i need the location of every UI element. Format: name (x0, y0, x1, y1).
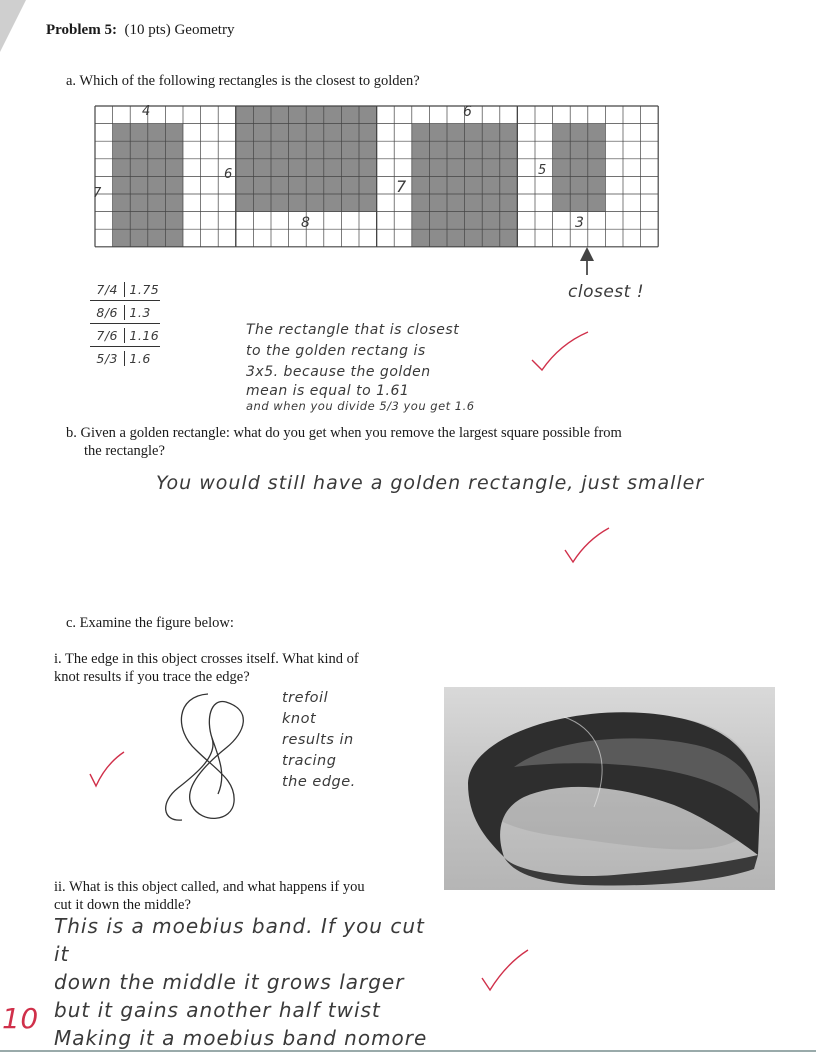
shaded-rectangle (553, 124, 606, 212)
explanation-small-line: and when you divide 5/3 you get 1.6 (246, 399, 475, 413)
explanation-line: mean is equal to 1.61 (246, 383, 410, 399)
label-r2-height: 6 (224, 167, 233, 182)
answer-line: down the middle it grows larger (54, 970, 405, 994)
closest-note: closest ! (568, 282, 645, 302)
checkmark-icon (88, 752, 128, 788)
answer-line: trefoil (282, 690, 329, 706)
answer-line: knot (282, 711, 317, 727)
checkmark-icon (530, 330, 590, 370)
label-r3-width: 6 (463, 104, 473, 120)
label-r1-width: 4 (142, 104, 151, 119)
answer-b: You would still have a golden rectangle, just smaller (156, 472, 705, 494)
trefoil-knot-sketch (156, 690, 266, 826)
ratio-table (90, 278, 160, 369)
question-c-ii-line1: ii. What is this object called, and what happens if you (54, 879, 365, 895)
answer-a-explanation (246, 320, 526, 413)
ratio-fraction: 7/4 (90, 282, 125, 297)
checkmark-icon (480, 950, 530, 990)
scan-edge (0, 1050, 816, 1052)
answer-line: results in (282, 732, 354, 748)
ratio-value: 1.3 (129, 304, 151, 320)
score-mark: 10 (2, 1002, 39, 1035)
question-c-i-line2: knot results if you trace the edge? (54, 669, 250, 685)
problem-label: Problem 5: (46, 22, 117, 38)
question-b-line2: the rectangle? (84, 443, 165, 459)
points-and-topic: (10 pts) Geometry (124, 22, 235, 38)
label-r4-height: 5 (538, 163, 547, 178)
moebius-band-image (444, 687, 775, 890)
up-arrow-icon (577, 245, 597, 277)
answer-line: the edge. (282, 774, 356, 790)
ratio-row (90, 346, 160, 369)
explanation-line: to the golden rectang is (246, 343, 426, 359)
question-c-i-line1: i. The edge in this object crosses itself. What kind of (54, 651, 359, 667)
answer-line: tracing (282, 753, 337, 769)
question-a: a. Which of the following rectangles is the closest to golden? (66, 73, 420, 89)
moebius-band-photo (444, 687, 775, 890)
ratio-row (90, 323, 160, 346)
explanation-line: The rectangle that is closest (246, 322, 460, 338)
ratio-row (90, 278, 160, 300)
checkmark-icon (563, 528, 613, 564)
ratio-fraction: 7/6 (90, 328, 125, 343)
label-r4-width: 3 (575, 215, 585, 231)
question-b-line1: b. Given a golden rectangle: what do you get when you remove the largest square possible from (66, 425, 622, 441)
answer-line: Making it a moebius band nomore (54, 1026, 428, 1050)
question-c-ii-line2: cut it down the middle? (54, 897, 191, 913)
label-r2-width: 8 (301, 215, 311, 231)
explanation-line: 3x5. because the golden (246, 364, 431, 380)
ratio-value: 1.16 (129, 327, 160, 343)
answer-c-ii (54, 912, 434, 1052)
answer-line: but it gains another half twist (54, 998, 381, 1022)
question-c-intro: c. Examine the figure below: (66, 615, 234, 631)
answer-c-i (282, 688, 392, 793)
problem-title (46, 22, 234, 39)
ratio-row (90, 300, 160, 323)
ratio-value: 1.6 (129, 350, 151, 366)
answer-line: This is a moebius band. If you cut it (54, 914, 425, 966)
ratio-fraction: 5/3 (90, 351, 125, 366)
label-r1-height: 7 (93, 186, 102, 201)
ratio-fraction: 8/6 (90, 305, 125, 320)
ratio-value: 1.75 (129, 281, 160, 297)
scanned-page-corner (0, 0, 26, 52)
label-r3-height: 7 (396, 177, 407, 196)
